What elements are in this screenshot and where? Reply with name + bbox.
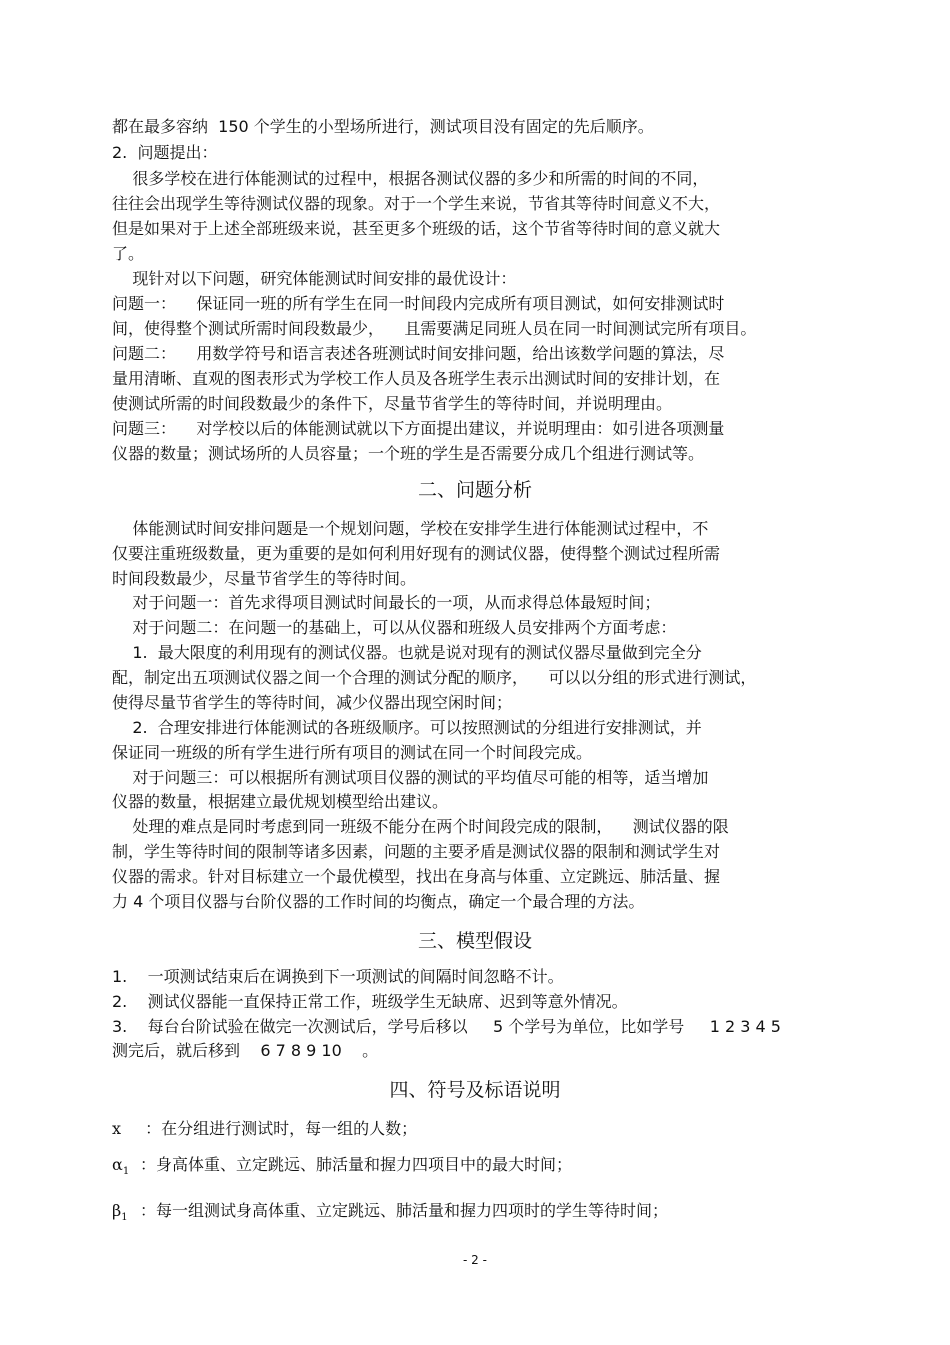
text-line: 都在最多容纳 150 个学生的小型场所进行，测试项目没有固定的先后顺序。 <box>112 117 654 136</box>
text-line: 很多学校在进行体能测试的过程中，根据各测试仪器的多少和所需的时间的不同， <box>112 169 709 188</box>
text-line: 处理的难点是同时考虑到同一班级不能分在两个时间段完成的限制， 测试仪器的限 <box>112 817 729 836</box>
text-line: 2. 问题提出： <box>112 143 218 162</box>
section-heading: 四、符号及标语说明 <box>389 1079 561 1101</box>
text-line: 仪器的数量，根据建立最优规划模型给出建议。 <box>112 792 449 811</box>
text-line: 1. 最大限度的利用现有的测试仪器。也就是说对现有的测试仪器尽量做到完全分 <box>112 643 702 662</box>
text-line: 量用清晰、直观的图表形式为学校工作人员及各班学生表示出测试时间的安排计划，在 <box>112 369 721 388</box>
text-line: 对于问题一：首先求得项目测试时间最长的一项，从而求得总体最短时间； <box>112 593 661 612</box>
symbol-char: α <box>112 1155 123 1174</box>
text-line: 但是如果对于上述全部班级来说，甚至更多个班级的话，这个节省等待时间的意义就大 <box>112 219 721 238</box>
symbol-description: ：身高体重、立定跳远、肺活量和握力四项目中的最大时间； <box>140 1155 573 1174</box>
text-line: 使得尽量节省学生的等待时间，减少仪器出现空闲时间； <box>112 693 513 712</box>
text-line: 时间段数最少，尽量节省学生的等待时间。 <box>112 569 417 588</box>
text-line: 问题三： 对学校以后的体能测试就以下方面提出建议，并说明理由：如引进各项测量 <box>112 419 725 438</box>
text-line: 制，学生等待时间的限制等诸多因素，问题的主要矛盾是测试仪器的限制和测试学生对 <box>112 842 721 861</box>
text-line: 力 4 个项目仪器与台阶仪器的工作时间的均衡点，确定一个最合理的方法。 <box>112 892 645 911</box>
text-line: 问题一： 保证同一班的所有学生在同一时间段内完成所有项目测试，如何安排测试时 <box>112 294 725 313</box>
text-line: 对于问题二：在问题一的基础上，可以从仪器和班级人员安排两个方面考虑： <box>112 618 677 637</box>
symbol-description: ：在分组进行测试时，每一组的人数； <box>140 1119 418 1138</box>
page-number: - 2 - <box>463 1253 487 1267</box>
text-line: 了。 <box>112 244 145 263</box>
text-line: 1. 一项测试结束后在调换到下一项测试的间隔时间忽略不计。 <box>112 967 564 986</box>
symbol-subscript: 1 <box>121 1212 128 1224</box>
text-line: 往往会出现学生等待测试仪器的现象。对于一个学生来说，节省其等待时间意义不大， <box>112 194 721 213</box>
text-line: 3. 每台台阶试验在做完一次测试后，学号后移以 5 个学号为单位，比如学号 1 2 3 4 5 <box>112 1017 781 1036</box>
text-line: 体能测试时间安排问题是一个规划问题，学校在安排学生进行体能测试过程中，不 <box>112 519 709 538</box>
symbol <box>112 1200 140 1229</box>
text-line: 2. 合理安排进行体能测试的各班级顺序。可以按照测试的分组进行安排测试，并 <box>112 718 702 737</box>
section-heading: 三、模型假设 <box>417 930 532 952</box>
section-heading: 二、问题分析 <box>417 479 532 501</box>
symbol-entry <box>112 1118 417 1147</box>
text-line: 仪器的数量；测试场所的人员容量；一个班的学生是否需要分成几个组进行测试等。 <box>112 444 705 463</box>
symbol-char: x <box>112 1119 122 1138</box>
symbol-description: ：每一组测试身高体重、立定跳远、肺活量和握力四项时的学生等待时间； <box>140 1201 669 1220</box>
text-line: 仪器的需求。针对目标建立一个最优模型，找出在身高与体重、立定跳远、肺活量、握 <box>112 867 721 886</box>
text-line: 测完后，就后移到 6 7 8 9 10 。 <box>112 1041 379 1060</box>
text-line: 使测试所需的时间段数最少的条件下，尽量节省学生的等待时间，并说明理由。 <box>112 394 673 413</box>
text-line: 保证同一班级的所有学生进行所有项目的测试在同一个时间段完成。 <box>112 743 593 762</box>
symbol <box>112 1154 140 1183</box>
text-line: 问题二： 用数学符号和语言表述各班测试时间安排问题，给出该数学问题的算法，尽 <box>112 344 725 363</box>
text-line: 间，使得整个测试所需时间段数最少， 且需要满足同班人员在同一时间测试完所有项目。 <box>112 319 757 338</box>
text-line: 对于问题三：可以根据所有测试项目仪器的测试的平均值尽可能的相等，适当增加 <box>112 768 709 787</box>
symbol-char: β <box>112 1201 122 1220</box>
symbol-entry <box>112 1154 572 1183</box>
text-line: 2. 测试仪器能一直保持正常工作，班级学生无缺席、迟到等意外情况。 <box>112 992 628 1011</box>
symbol-subscript: 1 <box>122 1166 130 1178</box>
symbol-entry <box>112 1200 668 1229</box>
text-line: 仅要注重班级数量，更为重要的是如何利用好现有的测试仪器，使得整个测试过程所需 <box>112 544 721 563</box>
symbol <box>112 1118 140 1147</box>
text-line: 现针对以下问题，研究体能测试时间安排的最优设计： <box>112 269 517 288</box>
text-line: 配，制定出五项测试仪器之间一个合理的测试分配的顺序， 可以以分组的形式进行测试， <box>112 668 757 687</box>
